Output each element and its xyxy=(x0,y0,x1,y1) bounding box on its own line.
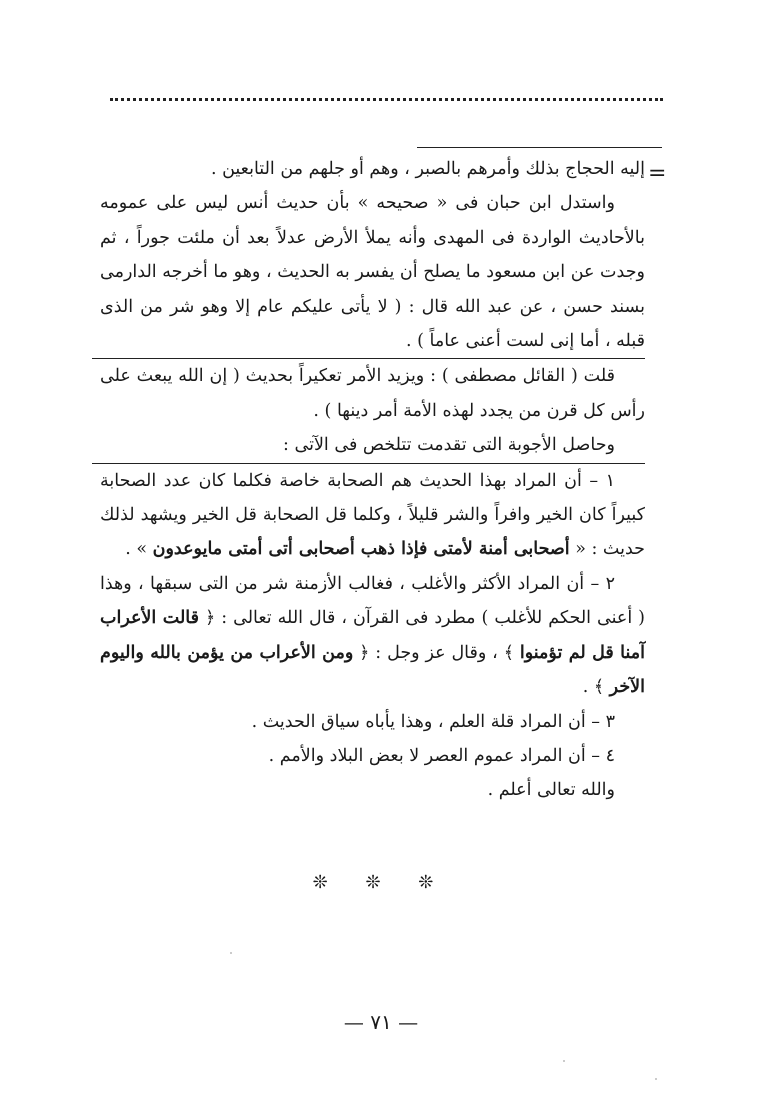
list-item-2-tail: ﴾ . xyxy=(582,677,610,698)
list-item-2-text: ٢ – أن المراد الأكثر والأغلب ، فغالب الأزمنة شر من التى سبقها ، وهذا ( أعنى الحكم للأغلب ) مطرد فى القرآن ، قال الله تعالى : ﴿ xyxy=(100,573,645,629)
scan-speck xyxy=(563,1060,565,1062)
footnote-rule xyxy=(417,147,662,148)
page-number: — ٧١ — xyxy=(343,1010,419,1034)
list-item-1 xyxy=(100,464,645,567)
list-item-3: ٣ – أن المراد قلة العلم ، وهذا يأباه سياق الحديث . xyxy=(251,711,615,732)
quran-verse-2: ومن الأعراب من يؤمن بالله واليوم الآخر xyxy=(100,642,645,698)
scan-speck xyxy=(655,1078,657,1080)
closing-line: والله تعالى أعلم . xyxy=(487,780,615,801)
scan-speck xyxy=(230,952,232,954)
footnote-line: إليه الحجاج بذلك وأمرهم بالصبر ، وهم أو جلهم من التابعين . xyxy=(210,159,645,179)
hadith-quote: أصحابى أمنة لأمتى فإذا ذهب أصحابى أتى أمتى مايوعدون xyxy=(152,539,570,560)
page-body xyxy=(100,152,645,808)
section-ornament: ❊ ❊ ❊ xyxy=(312,872,450,893)
header-dotted-rule xyxy=(110,98,663,101)
list-item-4: ٤ – أن المراد عموم العصر لا بعض البلاد والأمم . xyxy=(268,745,615,766)
paragraph-mustafa: قلت ( القائل مصطفى ) : ويزيد الأمر تعكيراً بحديث ( إن الله يبعث على رأس كل قرن من يجدد لهذه الأمة أمر دينها ) . xyxy=(100,366,645,421)
list-item-1-text: ١ – أن المراد بهذا الحديث هم الصحابة خاصة فكلما كان عدد الصحابة كبيراً كان الخير وافراً والشر قليلاً ، وكلما قل الصحابة قل الخير ويشهد لذلك حديث : « xyxy=(100,470,645,560)
list-item-2-mid: ﴾ ، وقال عز وجل : ﴿ xyxy=(353,642,520,663)
list-item-1-tail: » . xyxy=(125,539,153,560)
list-item-2 xyxy=(100,567,645,705)
paragraph-ibn-hibban: واستدل ابن حبان فى « صحيحه » بأن حديث أنس ليس على عمومه بالأحاديث الواردة فى المهدى وأنه يملأ الأرض عدلاً بعد أن ملئت جوراً ، ثم وجدت عن ابن مسعود ما يصلح أن يفسر به الحديث ، وهو ما أخرجه الدارمى بسند حسن ، عن عبد الله قال : ( لا يأتى عليكم عام إلا وهو شر من الذى قبله ، أما إنى لست أعنى عاماً ) . xyxy=(100,193,645,352)
quran-verse-1: قالت الأعراب آمنا قل لم تؤمنوا xyxy=(100,608,645,663)
paragraph-summary-intro: وحاصل الأجوبة التى تقدمت تتلخص فى الآتى : xyxy=(283,435,615,456)
continuation-mark: = xyxy=(648,161,667,186)
